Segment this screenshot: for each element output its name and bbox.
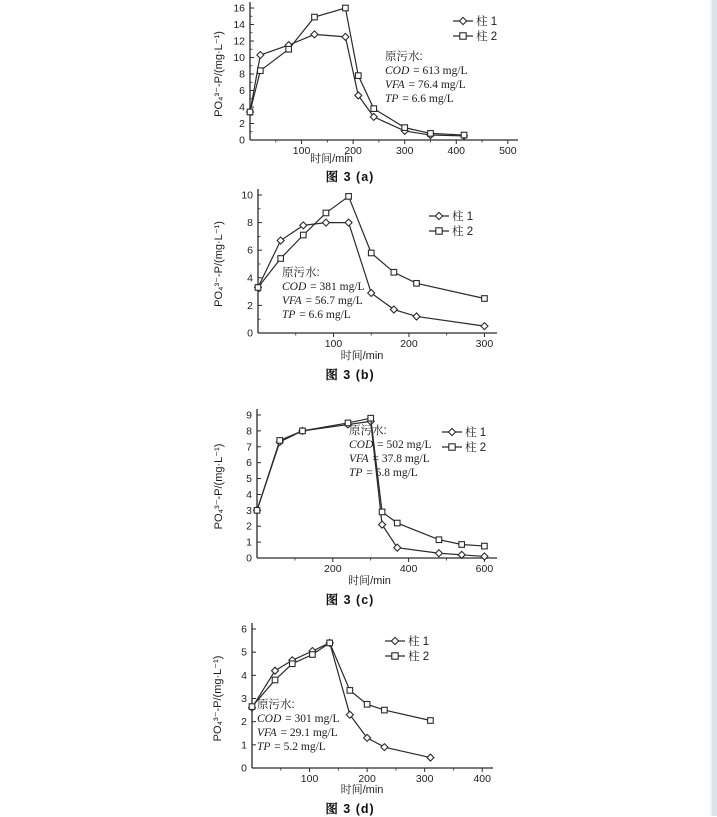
data-point-square xyxy=(277,438,283,444)
y-axis-title: PO₄³⁻-P/(mg·L⁻¹) xyxy=(213,443,225,530)
data-point-square xyxy=(394,520,400,526)
annotation-symbol: COD xyxy=(349,439,374,451)
legend-label: 柱 2 xyxy=(408,650,430,663)
annotation-symbol: VFA xyxy=(282,295,302,307)
legend-item-col1 xyxy=(441,424,486,439)
chart-b-legend xyxy=(428,208,473,238)
chart-d-legend xyxy=(384,633,429,663)
annotation-title: 原污水: xyxy=(349,425,387,437)
y-tick-label: 3 xyxy=(241,693,247,705)
x-tick-label: 100 xyxy=(292,145,311,157)
legend-label: 柱 1 xyxy=(452,210,474,223)
annotation-line xyxy=(349,466,432,480)
data-point-diamond xyxy=(413,313,420,320)
data-point-diamond xyxy=(322,219,329,226)
annotation-title: 原污水: xyxy=(282,267,320,279)
data-point-square xyxy=(461,132,467,138)
annotation-line xyxy=(385,64,468,78)
x-tick-label: 200 xyxy=(400,338,418,350)
x-tick-label: 200 xyxy=(324,563,342,575)
annotation-line xyxy=(282,308,365,322)
figure-3c xyxy=(205,408,541,608)
y-tick-label: 16 xyxy=(233,2,245,15)
annotation-value: = 56.7 mg/L xyxy=(302,295,363,307)
data-point-square xyxy=(289,661,295,667)
annotation-line xyxy=(282,294,365,308)
data-point-square xyxy=(368,250,374,256)
chart-b-canvas xyxy=(205,188,541,364)
data-point-square xyxy=(368,415,374,421)
square-marker-icon xyxy=(428,226,450,236)
legend-label: 柱 1 xyxy=(465,426,487,439)
figure-3d xyxy=(205,622,541,817)
data-point-square xyxy=(391,269,397,275)
y-tick-label: 2 xyxy=(241,716,247,729)
annotation-value: = 6.6 mg/L xyxy=(296,309,351,321)
annotation-value: = 502 mg/L xyxy=(374,439,432,451)
data-point-diamond xyxy=(379,521,386,528)
y-axis-title: PO₄³⁻-P/(mg·L⁻¹) xyxy=(213,221,225,307)
data-point-square xyxy=(382,707,388,713)
y-tick-label: 2 xyxy=(239,118,245,130)
legend-item-col2 xyxy=(428,223,473,238)
data-point-diamond xyxy=(458,551,465,558)
data-point-square xyxy=(482,296,488,302)
annotation-line xyxy=(349,438,432,452)
data-point-diamond xyxy=(342,33,349,40)
x-tick-label: 400 xyxy=(473,773,492,785)
x-tick-label: 200 xyxy=(344,145,362,157)
annotation-symbol: TP xyxy=(349,467,363,479)
data-point-square xyxy=(300,428,306,434)
data-point-square xyxy=(355,73,361,79)
x-tick-label: 300 xyxy=(395,145,414,157)
diamond-marker-icon xyxy=(384,636,406,646)
chart-a-legend xyxy=(452,13,497,43)
data-point-square xyxy=(343,5,349,11)
data-point-square xyxy=(414,281,420,287)
annotation-line xyxy=(257,712,340,726)
chart-c-legend xyxy=(441,424,486,454)
figure-3a xyxy=(205,0,541,185)
legend-label: 柱 2 xyxy=(476,30,498,43)
annotation-value: = 613 mg/L xyxy=(410,65,468,77)
chart-c-caption: 图 3 (c) xyxy=(325,593,375,607)
y-tick-label: 6 xyxy=(246,457,252,470)
chart-d-annotation xyxy=(257,698,340,754)
y-tick-label: 5 xyxy=(246,473,252,486)
y-tick-label: 7 xyxy=(246,441,252,454)
y-tick-label: 2 xyxy=(247,299,253,312)
legend-label: 柱 2 xyxy=(452,225,474,238)
annotation-value: = 6.6 mg/L xyxy=(399,93,454,105)
annotation-title: 原污水: xyxy=(257,699,295,711)
y-tick-label: 1 xyxy=(241,739,247,752)
chart-d-canvas xyxy=(205,622,541,798)
legend-label: 柱 1 xyxy=(476,15,498,28)
y-tick-label: 6 xyxy=(247,244,253,257)
y-tick-label: 8 xyxy=(246,425,252,438)
x-tick-label: 500 xyxy=(499,145,517,157)
x-tick-label: 400 xyxy=(447,145,466,157)
data-point-diamond xyxy=(311,31,318,38)
y-tick-label: 12 xyxy=(233,35,245,48)
y-tick-label: 0 xyxy=(246,552,252,565)
data-point-square xyxy=(347,688,353,694)
data-point-square xyxy=(371,106,377,112)
square-marker-icon xyxy=(452,31,474,41)
annotation-line xyxy=(257,740,340,754)
chart-a-caption: 图 3 (a) xyxy=(325,170,375,184)
annotation-symbol: VFA xyxy=(385,79,405,91)
data-point-square xyxy=(327,640,333,646)
y-tick-label: 2 xyxy=(246,520,252,533)
data-point-square xyxy=(428,131,434,137)
x-axis-title: 时间/min xyxy=(348,575,391,587)
legend-item-col1 xyxy=(428,208,473,223)
x-tick-label: 600 xyxy=(475,563,494,575)
data-point-diamond xyxy=(427,754,434,761)
annotation-value: = 5.8 mg/L xyxy=(363,467,418,479)
y-tick-label: 14 xyxy=(233,19,245,31)
annotation-value: = 5.2 mg/L xyxy=(271,741,326,753)
annotation-symbol: VFA xyxy=(349,453,369,465)
y-tick-label: 4 xyxy=(239,101,245,114)
y-tick-label: 3 xyxy=(246,504,252,517)
annotation-symbol: TP xyxy=(257,741,271,753)
y-axis-title: PO₄³⁻-P/(mg·L⁻¹) xyxy=(212,655,224,742)
y-tick-label: 4 xyxy=(247,272,253,285)
annotation-value: = 301 mg/L xyxy=(282,713,340,725)
y-tick-label: 4 xyxy=(246,488,252,501)
annotation-value: = 381 mg/L xyxy=(307,281,365,293)
data-point-diamond xyxy=(257,52,264,59)
x-tick-label: 200 xyxy=(358,773,376,785)
y-axis-title: PO₄³⁻-P/(mg·L⁻¹) xyxy=(213,31,225,117)
annotation-symbol: COD xyxy=(385,65,410,77)
annotation-symbol: TP xyxy=(385,93,399,105)
annotation-symbol: COD xyxy=(282,281,307,293)
legend-item-col1 xyxy=(452,13,497,28)
data-point-square xyxy=(310,652,316,658)
data-point-square xyxy=(254,508,260,514)
y-tick-label: 8 xyxy=(247,217,253,230)
scrollbar-track[interactable] xyxy=(710,0,717,816)
y-tick-label: 0 xyxy=(239,134,245,147)
x-tick-label: 100 xyxy=(300,773,319,785)
y-tick-label: 0 xyxy=(247,327,253,340)
data-point-square xyxy=(272,677,278,683)
chart-c-annotation xyxy=(349,424,432,480)
x-tick-label: 300 xyxy=(415,773,434,785)
y-tick-label: 0 xyxy=(241,762,247,775)
data-point-square xyxy=(459,542,465,548)
annotation-line xyxy=(349,452,432,466)
data-point-square xyxy=(428,718,434,724)
y-tick-label: 9 xyxy=(246,409,252,422)
x-axis-title: 时间/min xyxy=(340,350,384,362)
data-point-diamond xyxy=(272,667,279,674)
y-tick-label: 10 xyxy=(241,189,253,202)
data-point-square xyxy=(255,285,261,291)
chart-d-caption: 图 3 (d) xyxy=(325,802,375,816)
data-point-diamond xyxy=(277,237,284,244)
x-tick-label: 400 xyxy=(399,563,418,575)
data-point-diamond xyxy=(481,553,488,560)
diamond-marker-icon xyxy=(441,427,463,437)
legend-item-col1 xyxy=(384,633,429,648)
y-tick-label: 8 xyxy=(239,68,245,81)
data-point-square xyxy=(249,704,255,710)
data-point-square xyxy=(300,232,306,238)
chart-b-caption: 图 3 (b) xyxy=(325,368,375,382)
legend-item-col2 xyxy=(452,28,497,43)
chart-b-annotation xyxy=(282,266,365,322)
data-point-square xyxy=(346,194,352,200)
data-point-square xyxy=(323,210,329,216)
data-point-square xyxy=(482,543,488,549)
legend-label: 柱 1 xyxy=(408,635,430,648)
data-point-diamond xyxy=(394,544,401,551)
chart-a-annotation xyxy=(385,50,468,106)
legend-item-col2 xyxy=(441,439,486,454)
y-tick-label: 6 xyxy=(239,85,245,97)
annotation-line xyxy=(385,78,468,92)
legend-item-col2 xyxy=(384,648,429,663)
annotation-value: = 37.8 mg/L xyxy=(369,453,430,465)
y-tick-label: 4 xyxy=(241,669,247,682)
data-point-diamond xyxy=(300,222,307,229)
x-axis-title: 时间/min xyxy=(310,153,353,165)
data-point-square xyxy=(312,14,318,20)
legend-label: 柱 2 xyxy=(465,441,487,454)
data-point-diamond xyxy=(345,219,352,226)
y-tick-label: 1 xyxy=(246,536,252,549)
annotation-symbol: VFA xyxy=(257,727,277,739)
data-point-square xyxy=(436,537,442,543)
annotation-symbol: TP xyxy=(282,309,296,321)
annotation-line xyxy=(385,92,468,106)
y-tick-label: 10 xyxy=(233,52,245,64)
x-tick-label: 300 xyxy=(475,338,494,350)
annotation-line xyxy=(282,280,365,294)
annotation-line xyxy=(257,726,340,740)
square-marker-icon xyxy=(384,651,406,661)
data-point-square xyxy=(364,701,370,707)
annotation-value: = 29.1 mg/L xyxy=(277,727,338,739)
data-point-square xyxy=(258,68,264,74)
y-tick-label: 5 xyxy=(241,646,247,659)
annotation-value: = 76.4 mg/L xyxy=(405,79,466,91)
x-tick-label: 100 xyxy=(324,338,343,350)
x-axis-title: 时间/min xyxy=(340,784,384,796)
figure-3b xyxy=(205,188,541,383)
diamond-marker-icon xyxy=(428,211,450,221)
data-point-square xyxy=(278,256,284,262)
data-point-diamond xyxy=(381,744,388,751)
y-tick-label: 6 xyxy=(241,623,247,636)
data-point-diamond xyxy=(435,550,442,557)
data-point-square xyxy=(402,125,408,131)
annotation-title: 原污水: xyxy=(385,51,423,63)
data-point-square xyxy=(286,46,292,52)
data-point-square xyxy=(379,509,385,515)
data-point-diamond xyxy=(481,323,488,330)
square-marker-icon xyxy=(441,442,463,452)
annotation-symbol: COD xyxy=(257,713,282,725)
data-point-square xyxy=(247,109,253,115)
diamond-marker-icon xyxy=(452,16,474,26)
